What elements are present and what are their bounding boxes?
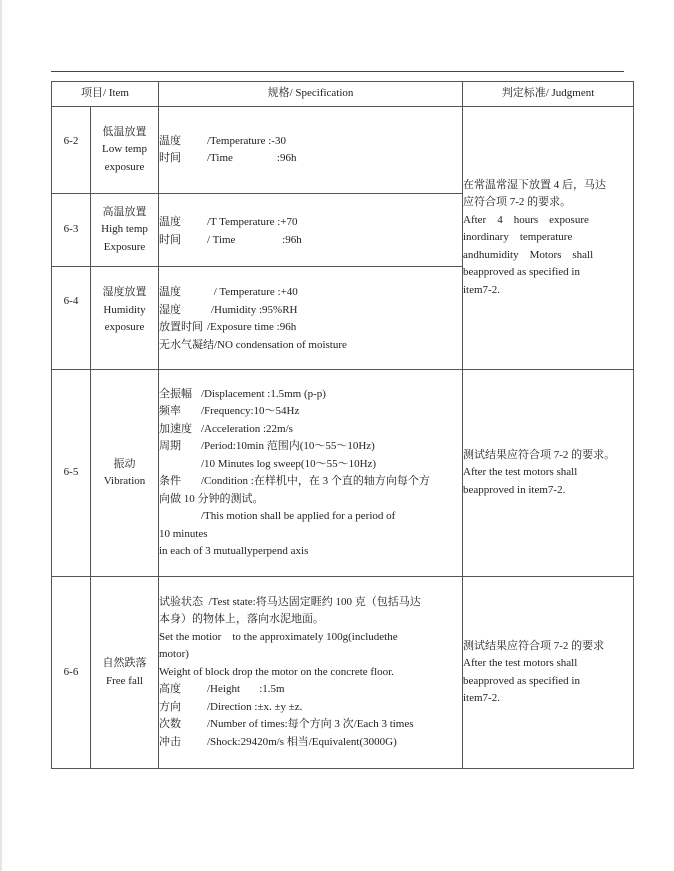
spec-label: 高度 (159, 683, 181, 696)
judgment-line: item7-2. (463, 283, 500, 296)
spec-line: Weight of block drop the motor on the concrete floor. (159, 665, 394, 678)
item-name (91, 194, 159, 267)
spec-text: /Acceleration :22m/s (201, 422, 293, 435)
header-judgment: 判定标准/ Judgment (463, 82, 634, 107)
spec-label: 频率 (159, 405, 181, 417)
spec-line: 无水气凝结/NO condensation of moisture (159, 338, 347, 351)
item-name-en: High temp (101, 223, 148, 236)
spec-label: 温度 (159, 134, 181, 147)
item-name (91, 267, 159, 370)
spec-line (159, 681, 462, 699)
spec-label: 时间 (159, 152, 181, 164)
item-name (91, 577, 159, 769)
spec-cell (159, 107, 463, 194)
spec-line: 向做 10 分钟的测试。 (159, 492, 264, 505)
spec-line (159, 319, 462, 337)
item-number: 6-6 (52, 577, 91, 769)
judgment-line: After 4 hours exposure (463, 213, 589, 226)
spec-text: /T Temperature :+70 (207, 216, 298, 228)
spec-line (159, 302, 462, 320)
header-specification: 规格/ Specification (159, 82, 463, 107)
spec-line (159, 734, 462, 752)
spec-text: / Time :96h (207, 233, 302, 246)
judgment-line: beapproved as specified in (463, 674, 580, 687)
spec-line (159, 473, 462, 491)
item-number: 6-4 (52, 267, 91, 370)
spec-text: /Number of times:每个方向 3 次/Each 3 times (207, 718, 414, 731)
item-number: 6-3 (52, 194, 91, 267)
spec-text: /Temperature :-30 (207, 134, 286, 147)
spec-label: 次数 (159, 718, 181, 731)
item-name-en: Low temp (102, 143, 147, 156)
spec-label: 条件 (159, 475, 181, 487)
item-number: 6-5 (52, 370, 91, 577)
spec-text: /Time :96h (207, 152, 297, 164)
spec-cell (159, 267, 463, 370)
judgment-cell (463, 577, 634, 769)
spec-line (159, 284, 462, 302)
judgment-line: After the test motors shall (463, 466, 578, 479)
judgment-line: 应符合项 7-2 的要求。 (463, 196, 572, 209)
item-name-en: exposure (104, 321, 145, 333)
table-row (52, 107, 634, 194)
spec-text: /This motion shall be applied for a period of (201, 510, 396, 522)
spec-line: 试验状态 /Test state:将马达固定睚约 100 克（包括马达 (159, 595, 421, 608)
spec-cell (159, 370, 463, 577)
judgment-line: 测试结果应符合项 7-2 的要求 (463, 639, 605, 652)
item-name-cn: 振动 (113, 457, 136, 470)
judgment-line: inordinary temperature (463, 231, 573, 244)
spec-line: in each of 3 mutuallyperpend axis (159, 545, 309, 557)
item-name-en: Humidity (103, 303, 146, 316)
spec-text: /Condition :在样机中，在 3 个直的轴方向每个方 (201, 475, 430, 487)
judgment-line: 在常温常湿下放置 4 后，马达 (463, 178, 606, 191)
spec-line (159, 386, 462, 404)
spec-label: 冲击 (159, 735, 181, 748)
item-number: 6-2 (52, 107, 91, 194)
spec-label: 放置时间 (159, 321, 203, 333)
spec-line (159, 403, 462, 421)
table-row (52, 370, 634, 577)
item-name-cn: 自然跌落 (102, 657, 147, 669)
spec-line: 本身）的物体上，落向水泥地面。 (159, 613, 324, 626)
judgment-line: item7-2. (463, 692, 500, 704)
spec-line (159, 716, 462, 734)
spec-text: /Shock:29420m/s 相当/Equivalent(3000G) (207, 735, 397, 748)
spec-cell (159, 577, 463, 769)
spec-label: 全振幅 (159, 387, 192, 400)
spec-label: 周期 (159, 440, 181, 452)
spec-line (159, 699, 462, 717)
item-name-en: exposure (104, 160, 145, 173)
judgment-line: beapproved in item7-2. (463, 483, 566, 496)
spec-label: 湿度 (159, 303, 181, 316)
spec-text: /Humidity :95%RH (211, 303, 298, 316)
spec-line (159, 133, 462, 151)
spec-text: /Height :1.5m (207, 683, 285, 696)
judgment-line: After the test motors shall (463, 657, 578, 669)
judgment-cell (463, 370, 634, 577)
judgment-cell (463, 107, 634, 370)
item-name (91, 370, 159, 577)
item-name-cn: 低温放置 (102, 125, 147, 138)
spec-text: /Frequency:10～54Hz (201, 405, 300, 417)
spec-text: /Direction :±x. ±y ±z. (207, 700, 303, 713)
spec-line (159, 456, 462, 474)
spec-line (159, 150, 462, 168)
item-name-en: Vibration (103, 475, 146, 487)
spec-text: /Exposure time :96h (207, 321, 297, 333)
spec-line (159, 438, 462, 456)
spec-label: 加速度 (159, 422, 192, 435)
spec-label: 方向 (159, 700, 181, 713)
spec-table (51, 81, 634, 769)
spec-line (159, 232, 462, 250)
spec-line: 10 minutes (159, 527, 208, 540)
spec-text: /Period:10min 范围内(10～55～10Hz) (201, 440, 375, 452)
judgment-line: andhumidity Motors shall (463, 248, 594, 261)
table-row (52, 577, 634, 769)
judgment-line: beapproved as specified in (463, 266, 580, 279)
item-name-en: Exposure (103, 240, 146, 253)
header-item: 项目/ Item (52, 82, 159, 107)
spec-line: Set the motior to the approximately 100g(includethe (159, 630, 398, 643)
spec-line (159, 214, 462, 232)
spec-label: 温度 (159, 286, 181, 298)
spec-label: 时间 (159, 233, 181, 246)
spec-line (159, 508, 462, 526)
spec-text: /Displacement :1.5mm (p-p) (201, 387, 326, 400)
spec-label: 温度 (159, 216, 181, 228)
header-rule (51, 71, 624, 72)
spec-line: motor) (159, 648, 189, 661)
item-name-cn: 高温放置 (102, 205, 147, 218)
item-name-cn: 湿度放置 (102, 286, 147, 298)
page-edge (0, 0, 2, 871)
spec-text: /10 Minutes log sweep(10～55～10Hz) (201, 457, 377, 470)
spec-text: / Temperature :+40 (211, 286, 298, 298)
spec-cell (159, 194, 463, 267)
item-name-en: Free fall (106, 674, 143, 687)
spec-line (159, 421, 462, 439)
judgment-line: 测试结果应符合项 7-2 的要求。 (463, 448, 616, 461)
table-header-row (52, 82, 634, 107)
item-name (91, 107, 159, 194)
